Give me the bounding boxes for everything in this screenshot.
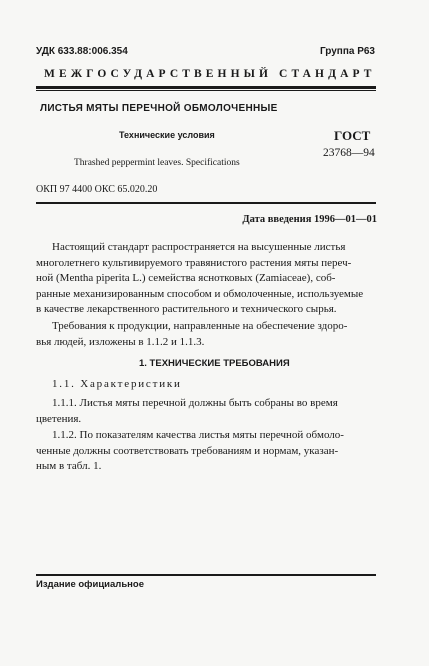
standard-banner: МЕЖГОСУДАРСТВЕННЫЙ СТАНДАРТ (44, 68, 376, 80)
item-1-1-2 (36, 428, 374, 475)
health-requirements-paragraph (36, 319, 374, 350)
gost-label: ГОСТ (334, 128, 371, 143)
item-1-1-1 (36, 396, 374, 427)
scope-line: в качестве лекарственного растительного и технического сырья. (36, 303, 337, 315)
scope-line: Настоящий стандарт распространяется на высушенные листья (52, 241, 346, 253)
document-title: ЛИСТЬЯ МЯТЫ ПЕРЕЧНОЙ ОБМОЛОЧЕННЫЕ (40, 103, 278, 114)
banner-rule-thin (36, 90, 376, 91)
banner-rule-thick (36, 86, 376, 89)
subsection-heading: 1.1. Характеристики (52, 378, 182, 390)
scope-paragraph (36, 240, 374, 318)
health-line: вья людей, изложены в 1.1.2 и 1.1.3. (36, 335, 205, 348)
document-subtitle: Технические условия (119, 130, 215, 140)
scope-line: многолетнего культивируемого травянистого растения мяты переч- (36, 256, 352, 269)
introduction-date: Дата введения 1996—01—01 (242, 214, 377, 225)
official-edition-label: Издание официальное (36, 579, 144, 590)
health-line: Требования к продукции, направленные на обеспечение здоро- (52, 320, 348, 332)
group-code: Группа Р63 (319, 46, 375, 57)
item-line: 1.1.1. Листья мяты перечной должны быть собраны во время (52, 397, 338, 409)
title-block-rule (36, 202, 376, 204)
section-heading: 1. ТЕХНИЧЕСКИЕ ТРЕБОВАНИЯ (139, 358, 290, 369)
footer-rule (36, 574, 376, 576)
scope-line: ной (Mentha piperita L.) семейства яснотковых (Zamiaceae), соб- (36, 272, 336, 284)
item-line: цветения. (36, 412, 82, 425)
item-line: 1.1.2. По показателям качества листья мяты перечной обмоло- (52, 429, 344, 441)
udk-code: УДК 633.88:006.354 (36, 46, 128, 57)
okp-code: ОКП 97 4400 ОКС 65.020.20 (36, 184, 158, 195)
english-title: Thrashed peppermint leaves. Specifications (74, 158, 240, 168)
gost-number: 23768—94 (323, 147, 375, 159)
item-line: ным в табл. 1. (36, 460, 102, 472)
item-line: ченные должны соответствовать требованиям и нормам, указан- (36, 444, 339, 457)
scope-line: ранные механизированным способом и обмолоченные, используемые (36, 287, 364, 300)
